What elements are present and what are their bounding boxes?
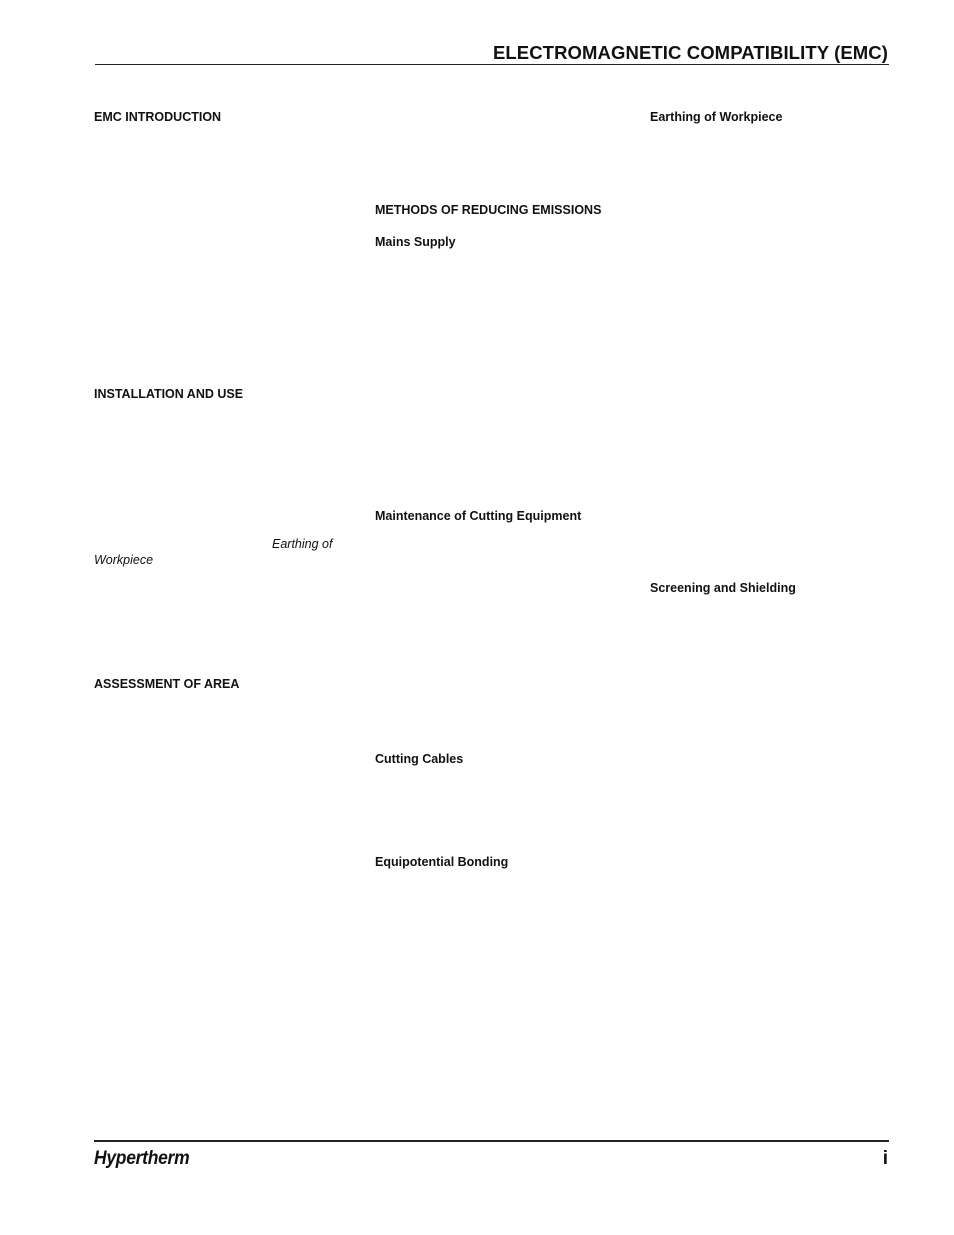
subheading-earthing-of-workpiece: Earthing of Workpiece [650,110,783,124]
footer-divider [94,1140,889,1142]
subheading-cutting-cables: Cutting Cables [375,752,464,766]
subheading-maintenance-of-cutting-equipment: Maintenance of Cutting Equipment [375,509,582,523]
heading-assessment-of-area: ASSESSMENT OF AREA [94,677,240,691]
page-title: ELECTROMAGNETIC COMPATIBILITY (EMC) [492,42,888,63]
subheading-equipotential-bonding: Equipotential Bonding [375,855,509,869]
heading-methods-of-reducing-emissions: METHODS OF REDUCING EMISSIONS [375,203,602,217]
page-number: i [882,1148,888,1169]
header-divider [95,64,889,65]
earthing-reference-part1: Earthing of [272,537,333,551]
heading-emc-introduction: EMC INTRODUCTION [94,110,222,124]
subheading-mains-supply: Mains Supply [375,235,456,249]
subheading-screening-and-shielding: Screening and Shielding [650,581,796,595]
earthing-reference-part2: Workpiece [94,553,154,567]
heading-installation-and-use: INSTALLATION AND USE [94,387,244,401]
hypertherm-logo: Hypertherm [94,1148,190,1169]
